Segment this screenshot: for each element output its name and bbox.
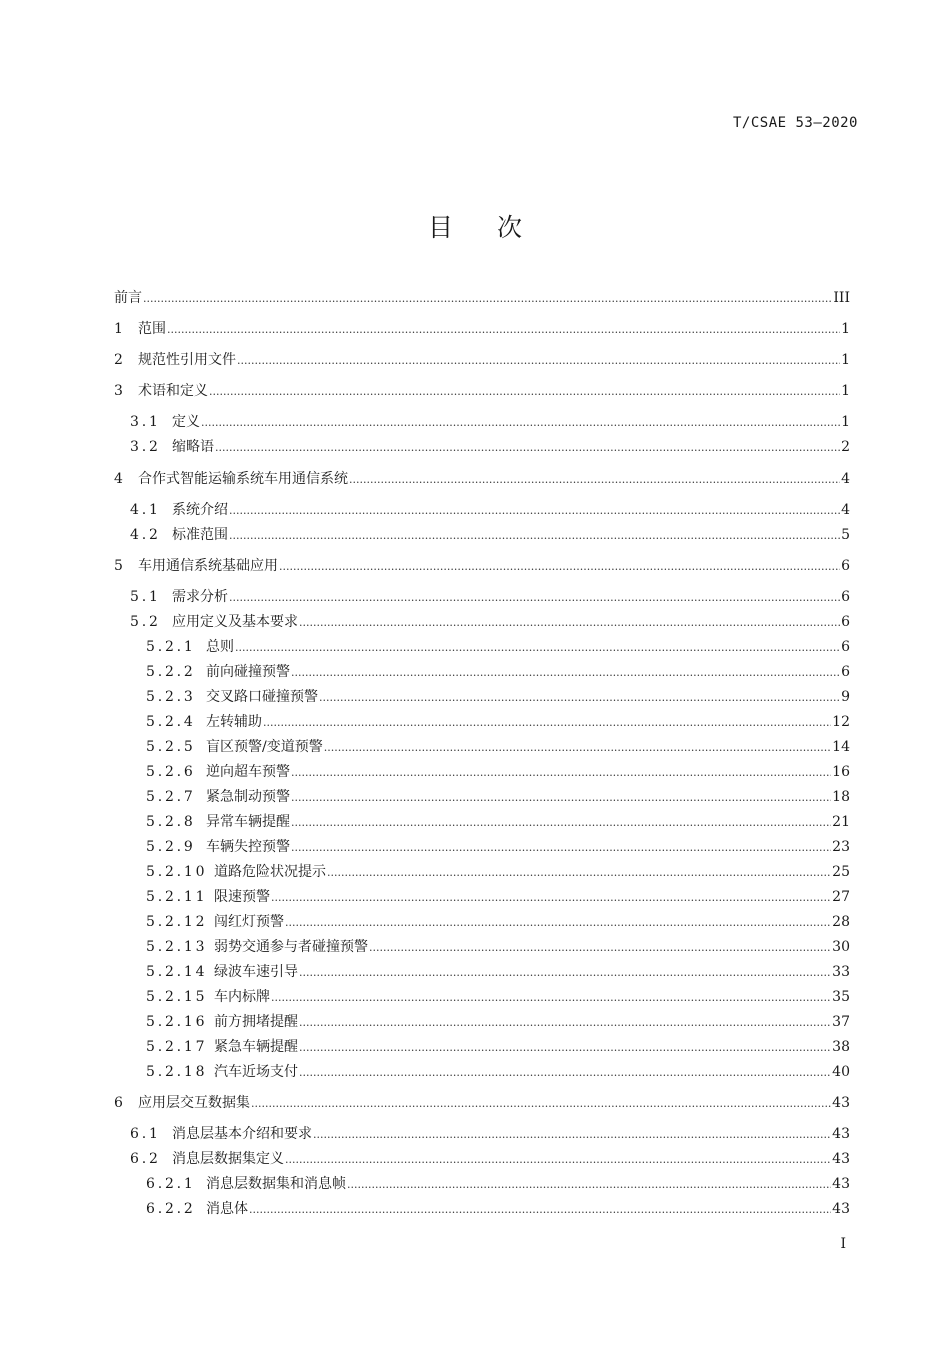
toc-entry[interactable] bbox=[0, 1062, 950, 1082]
dot-leader bbox=[347, 1174, 831, 1194]
dot-leader bbox=[263, 712, 831, 732]
toc-entry-number: 4 . 1 bbox=[130, 502, 158, 518]
toc-entry-title: 范围 bbox=[138, 321, 166, 337]
toc-entry[interactable] bbox=[0, 637, 950, 657]
toc-entry-page: 1 bbox=[841, 352, 850, 368]
toc-entry[interactable] bbox=[0, 288, 950, 308]
toc-entry-number: 5 . 2 . 1 2 bbox=[146, 914, 205, 930]
dot-leader bbox=[299, 612, 840, 632]
toc-entry-page: 38 bbox=[832, 1039, 850, 1055]
toc-entry-title: 限速预警 bbox=[214, 889, 270, 905]
toc-entry[interactable] bbox=[0, 1149, 950, 1169]
toc-entry[interactable] bbox=[0, 469, 950, 489]
toc-entry-number: 5 . 2 . 7 bbox=[146, 789, 193, 805]
toc-entry-title: 系统介绍 bbox=[172, 502, 228, 518]
toc-entry-number: 5 . 2 . 3 bbox=[146, 689, 193, 705]
toc-entry-number: 6 bbox=[114, 1095, 123, 1111]
toc-entry-number: 5 . 2 . 4 bbox=[146, 714, 193, 730]
toc-entry-title: 定义 bbox=[172, 414, 200, 430]
toc-entry-page: 28 bbox=[832, 914, 850, 930]
toc-entry-number: 5 . 2 . 1 7 bbox=[146, 1039, 205, 1055]
toc-entry-page: 4 bbox=[841, 471, 850, 487]
toc-entry-number: 5 bbox=[114, 558, 123, 574]
toc-entry-title: 道路危险状况提示 bbox=[214, 864, 326, 880]
toc-entry-number: 4 . 2 bbox=[130, 527, 158, 543]
toc-entry[interactable] bbox=[0, 987, 950, 1007]
dot-leader bbox=[324, 737, 831, 757]
toc-entry-title: 需求分析 bbox=[172, 589, 228, 605]
dot-leader bbox=[299, 1037, 831, 1057]
toc-entry-page: 25 bbox=[832, 864, 850, 880]
toc-entry-number: 3 bbox=[114, 383, 123, 399]
toc-entry-page: 23 bbox=[832, 839, 850, 855]
dot-leader bbox=[299, 962, 831, 982]
dot-leader bbox=[235, 637, 840, 657]
dot-leader bbox=[229, 500, 840, 520]
dot-leader bbox=[369, 937, 831, 957]
toc-entry-page: 1 bbox=[841, 321, 850, 337]
toc-entry-number: 5 . 2 . 1 5 bbox=[146, 989, 205, 1005]
toc-entry-title: 标准范围 bbox=[172, 527, 228, 543]
page-number: I bbox=[840, 1236, 846, 1252]
dot-leader bbox=[319, 687, 840, 707]
toc-entry-page: 6 bbox=[841, 614, 850, 630]
toc-entry-number: 5 . 2 . 1 8 bbox=[146, 1064, 205, 1080]
toc-entry-number: 5 . 2 . 1 6 bbox=[146, 1014, 205, 1030]
dot-leader bbox=[299, 1062, 831, 1082]
toc-entry-number: 5 . 2 . 9 bbox=[146, 839, 193, 855]
dot-leader bbox=[215, 437, 840, 457]
toc-entry-number: 5 . 2 . 2 bbox=[146, 664, 193, 680]
dot-leader bbox=[271, 887, 831, 907]
dot-leader bbox=[143, 288, 832, 308]
toc-entry-number: 6 . 2 . 2 bbox=[146, 1201, 193, 1217]
toc-entry[interactable] bbox=[0, 1199, 950, 1219]
toc-entry-number: 5 . 2 . 6 bbox=[146, 764, 193, 780]
toc-entry[interactable] bbox=[0, 350, 950, 370]
dot-leader bbox=[349, 469, 840, 489]
toc-entry[interactable] bbox=[0, 862, 950, 882]
toc-entry-title: 术语和定义 bbox=[138, 383, 208, 399]
toc-entry-page: 43 bbox=[832, 1095, 850, 1111]
toc-entry[interactable] bbox=[0, 1012, 950, 1032]
toc-entry[interactable] bbox=[0, 612, 950, 632]
toc-entry[interactable] bbox=[0, 812, 950, 832]
toc-entry-title: 应用定义及基本要求 bbox=[172, 614, 298, 630]
toc-entry[interactable] bbox=[0, 712, 950, 732]
toc-entry-title: 紧急制动预警 bbox=[206, 789, 290, 805]
toc-entry-title: 闯红灯预警 bbox=[214, 914, 284, 930]
dot-leader bbox=[229, 525, 840, 545]
toc-entry-title: 异常车辆提醒 bbox=[206, 814, 290, 830]
toc-entry-page: 18 bbox=[832, 789, 850, 805]
toc-entry[interactable] bbox=[0, 1037, 950, 1057]
toc-entry-number: 5 . 2 . 1 0 bbox=[146, 864, 205, 880]
toc-entry-page: 43 bbox=[832, 1126, 850, 1142]
toc-entry[interactable] bbox=[0, 962, 950, 982]
dot-leader bbox=[291, 787, 831, 807]
toc-entry-number: 5 . 2 . 1 4 bbox=[146, 964, 205, 980]
toc-entry-page: 6 bbox=[841, 589, 850, 605]
toc-entry-page: 30 bbox=[832, 939, 850, 955]
toc-entry-page: 43 bbox=[832, 1201, 850, 1217]
toc-entry-page: 6 bbox=[841, 639, 850, 655]
dot-leader bbox=[201, 412, 840, 432]
toc-entry-page: 5 bbox=[841, 527, 850, 543]
toc-entry-page: 4 bbox=[841, 502, 850, 518]
toc-entry-page: 6 bbox=[841, 558, 850, 574]
toc-entry[interactable] bbox=[0, 587, 950, 607]
toc-entry[interactable] bbox=[0, 662, 950, 682]
toc-entry-title: 前向碰撞预警 bbox=[206, 664, 290, 680]
dot-leader bbox=[285, 912, 831, 932]
toc-entry-page: 9 bbox=[841, 689, 850, 705]
toc-entry-page: 43 bbox=[832, 1176, 850, 1192]
toc-entry-number: 1 bbox=[114, 321, 123, 337]
toc-entry-title: 弱势交通参与者碰撞预警 bbox=[214, 939, 368, 955]
toc-entry[interactable] bbox=[0, 1124, 950, 1144]
toc-entry-number: 2 bbox=[114, 352, 123, 368]
toc-entry-page: 35 bbox=[832, 989, 850, 1005]
toc-entry[interactable] bbox=[0, 412, 950, 432]
toc-entry-title: 消息层数据集定义 bbox=[172, 1151, 284, 1167]
toc-entry-number: 4 bbox=[114, 471, 123, 487]
toc-entry-number: 5 . 2 . 8 bbox=[146, 814, 193, 830]
toc-entry-number: 5 . 1 bbox=[130, 589, 158, 605]
toc-entry-page: 43 bbox=[832, 1151, 850, 1167]
toc-entry-page: III bbox=[833, 290, 850, 306]
toc-entry-title: 前言 bbox=[114, 290, 142, 306]
toc-entry[interactable] bbox=[0, 525, 950, 545]
dot-leader bbox=[299, 1012, 831, 1032]
toc-entry[interactable] bbox=[0, 556, 950, 576]
toc-entry-title: 盲区预警/变道预警 bbox=[206, 739, 323, 755]
toc-entry-page: 2 bbox=[841, 439, 850, 455]
toc-entry-page: 12 bbox=[832, 714, 850, 730]
toc-entry-page: 27 bbox=[832, 889, 850, 905]
dot-leader bbox=[279, 556, 840, 576]
toc-entry-number: 5 . 2 . 1 bbox=[146, 639, 193, 655]
toc-entry[interactable] bbox=[0, 437, 950, 457]
toc-entry-title: 消息体 bbox=[206, 1201, 248, 1217]
toc-entry-title: 汽车近场支付 bbox=[214, 1064, 298, 1080]
toc-entry[interactable] bbox=[0, 787, 950, 807]
toc-entry-page: 16 bbox=[832, 764, 850, 780]
toc-entry-title: 左转辅助 bbox=[206, 714, 262, 730]
toc-entry-title: 车辆失控预警 bbox=[206, 839, 290, 855]
toc-entry-number: 6 . 2 . 1 bbox=[146, 1176, 193, 1192]
toc-entry-title: 缩略语 bbox=[172, 439, 214, 455]
toc-entry-title: 前方拥堵提醒 bbox=[214, 1014, 298, 1030]
toc-entry-page: 37 bbox=[832, 1014, 850, 1030]
dot-leader bbox=[291, 662, 840, 682]
dot-leader bbox=[167, 319, 840, 339]
toc-entry[interactable] bbox=[0, 937, 950, 957]
toc-entry-number: 6 . 2 bbox=[130, 1151, 158, 1167]
toc-entry[interactable] bbox=[0, 912, 950, 932]
toc-entry-title: 交叉路口碰撞预警 bbox=[206, 689, 318, 705]
dot-leader bbox=[291, 762, 831, 782]
toc-entry-title: 车内标牌 bbox=[214, 989, 270, 1005]
toc-entry-number: 6 . 1 bbox=[130, 1126, 158, 1142]
toc-entry[interactable] bbox=[0, 837, 950, 857]
toc-entry[interactable] bbox=[0, 762, 950, 782]
toc-entry-page: 14 bbox=[832, 739, 850, 755]
dot-leader bbox=[249, 1199, 831, 1219]
dot-leader bbox=[271, 987, 831, 1007]
page-title: 目次 bbox=[427, 213, 566, 242]
toc-entry-number: 5 . 2 . 5 bbox=[146, 739, 193, 755]
toc-entry-page: 1 bbox=[841, 383, 850, 399]
toc-entry-number: 5 . 2 bbox=[130, 614, 158, 630]
dot-leader bbox=[291, 812, 831, 832]
dot-leader bbox=[285, 1149, 831, 1169]
toc-entry-title: 消息层数据集和消息帧 bbox=[206, 1176, 346, 1192]
toc-entry-page: 21 bbox=[832, 814, 850, 830]
toc-entry[interactable] bbox=[0, 737, 950, 757]
toc-entry-number: 3 . 1 bbox=[130, 414, 158, 430]
toc-entry-page: 33 bbox=[832, 964, 850, 980]
toc-entry[interactable] bbox=[0, 887, 950, 907]
toc-entry-title: 合作式智能运输系统车用通信系统 bbox=[138, 471, 348, 487]
dot-leader bbox=[209, 381, 840, 401]
toc-entry-number: 5 . 2 . 1 3 bbox=[146, 939, 205, 955]
toc-entry[interactable] bbox=[0, 1174, 950, 1194]
dot-leader bbox=[237, 350, 840, 370]
toc-entry[interactable] bbox=[0, 319, 950, 339]
dot-leader bbox=[229, 587, 840, 607]
dot-leader bbox=[291, 837, 831, 857]
toc-entry-number: 5 . 2 . 1 1 bbox=[146, 889, 205, 905]
toc-entry-page: 6 bbox=[841, 664, 850, 680]
toc-entry-title: 消息层基本介绍和要求 bbox=[172, 1126, 312, 1142]
toc-entry-title: 应用层交互数据集 bbox=[138, 1095, 250, 1111]
toc-entry-title: 车用通信系统基础应用 bbox=[138, 558, 278, 574]
toc-entry[interactable] bbox=[0, 687, 950, 707]
dot-leader bbox=[313, 1124, 831, 1144]
toc-entry-page: 40 bbox=[832, 1064, 850, 1080]
toc-entry[interactable] bbox=[0, 1093, 950, 1113]
toc-entry-number: 3 . 2 bbox=[130, 439, 158, 455]
toc-entry[interactable] bbox=[0, 500, 950, 520]
document-code: T/CSAE 53—2020 bbox=[732, 115, 858, 131]
toc-entry-page: 1 bbox=[841, 414, 850, 430]
dot-leader bbox=[251, 1093, 831, 1113]
toc-entry-title: 绿波车速引导 bbox=[214, 964, 298, 980]
toc-entry-title: 规范性引用文件 bbox=[138, 352, 236, 368]
toc-entry-title: 逆向超车预警 bbox=[206, 764, 290, 780]
dot-leader bbox=[327, 862, 831, 882]
toc-entry-title: 总则 bbox=[206, 639, 234, 655]
toc-entry-title: 紧急车辆提醒 bbox=[214, 1039, 298, 1055]
toc-entry[interactable] bbox=[0, 381, 950, 401]
